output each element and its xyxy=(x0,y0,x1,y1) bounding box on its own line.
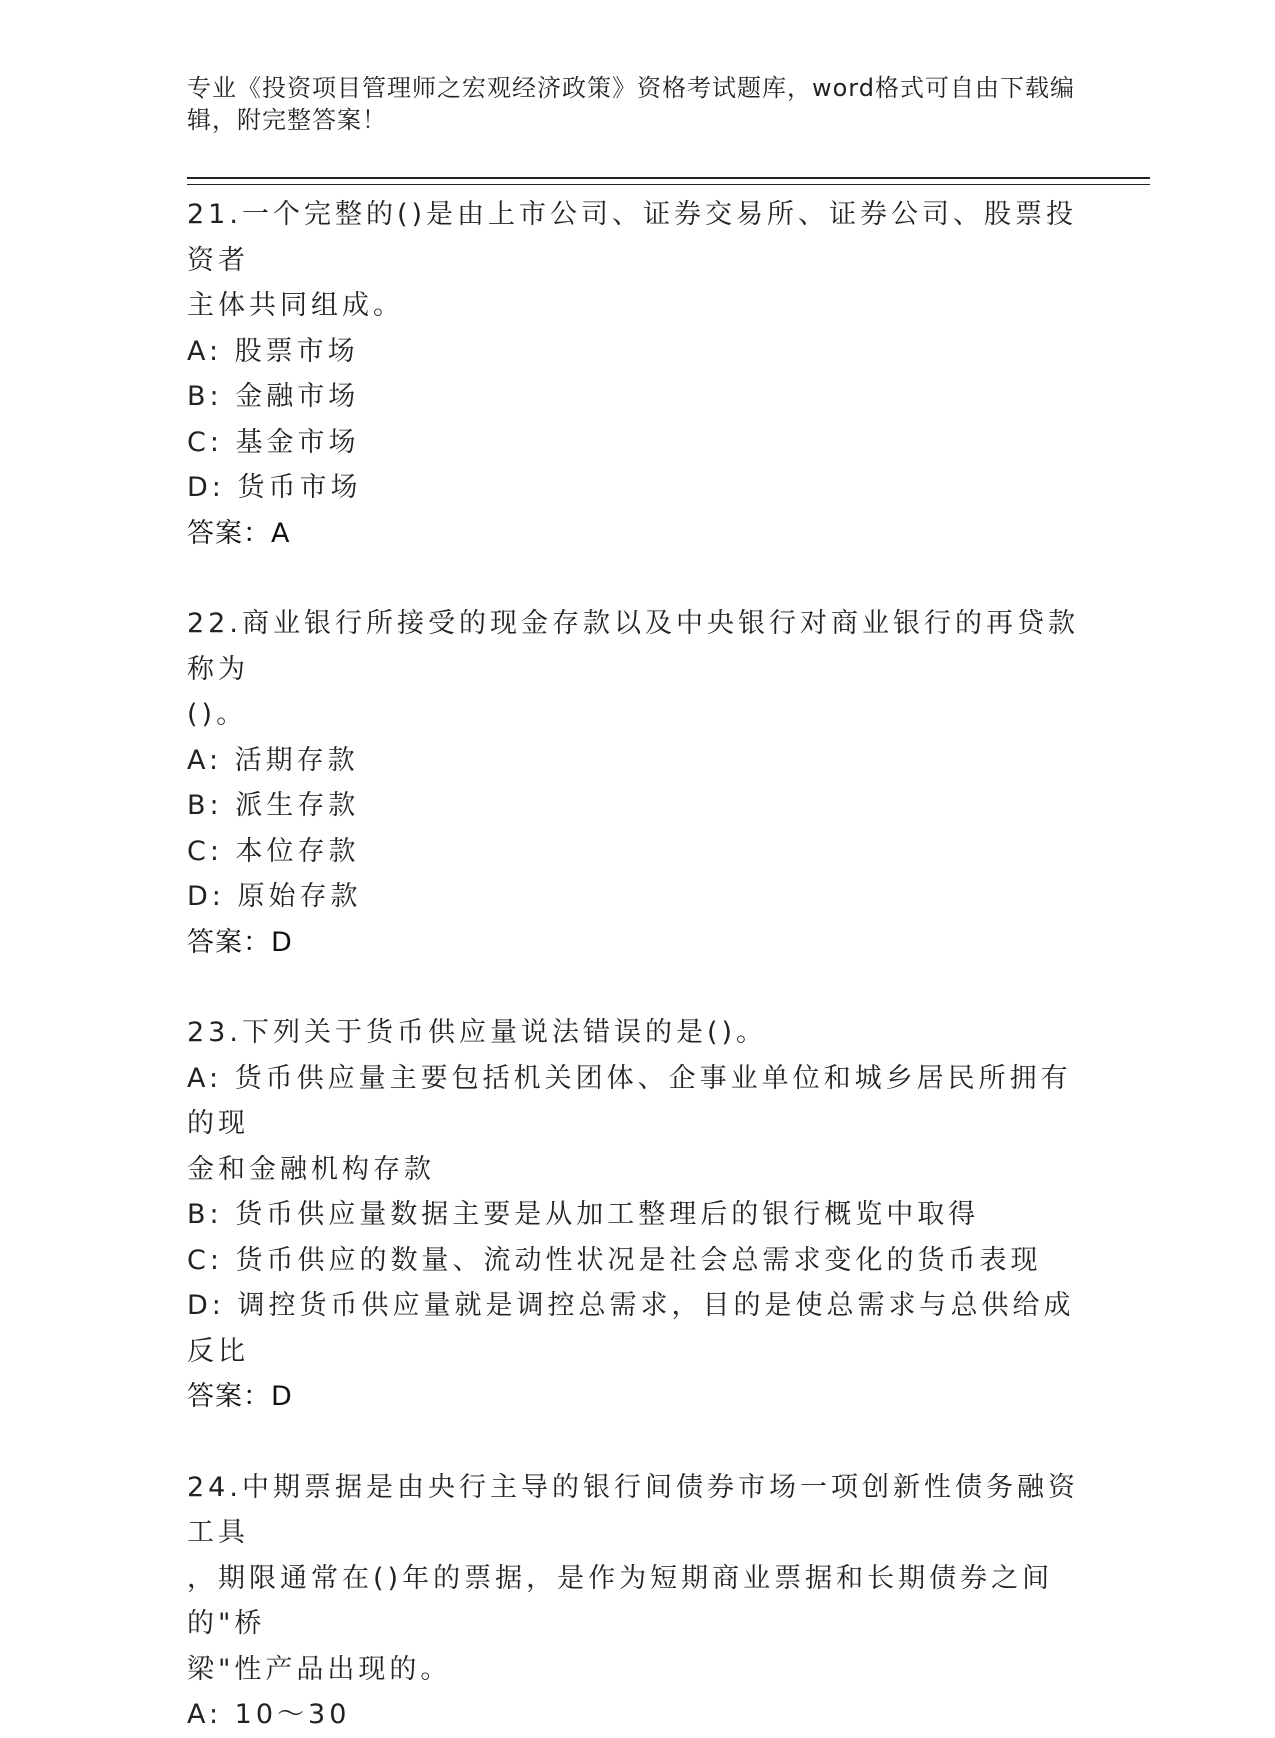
question-stem-line: 梁"性产品出现的。 xyxy=(187,1653,452,1685)
answer-option: D: 调控货币供应量就是调控总需求，目的是使总需求与总供给成反比 xyxy=(187,1290,1075,1367)
question-stem-line: 23.下列关于货币供应量说法错误的是()。 xyxy=(187,1017,768,1048)
document-header xyxy=(187,72,1077,136)
header-divider-thick xyxy=(187,177,1150,179)
answer-option: A: 10～30 xyxy=(187,1699,351,1730)
question-block xyxy=(187,601,1087,965)
question-stem-line: 22.商业银行所接受的现金存款以及中央银行对商业银行的再贷款称为 xyxy=(187,608,1079,685)
answer-option: C: 本位存款 xyxy=(187,835,360,867)
answer-option: B: 货币供应量数据主要是从加工整理后的银行概览中取得 xyxy=(187,1199,980,1230)
header-divider-thin xyxy=(187,184,1150,185)
answer-option: D: 原始存款 xyxy=(187,881,362,912)
answer-option: B: 金融市场 xyxy=(187,381,360,412)
question-stem-line: ，期限通常在()年的票据，是作为短期商业票据和长期债券之间的"桥 xyxy=(187,1562,1054,1639)
answer-option: A: 股票市场 xyxy=(187,335,359,367)
question-spacer xyxy=(187,1420,1087,1465)
question-block xyxy=(187,1465,1087,1738)
question-stem-line: 主体共同组成。 xyxy=(187,290,404,321)
answer-option: A: 活期存款 xyxy=(187,744,359,776)
question-spacer xyxy=(187,965,1087,1010)
question-list xyxy=(187,192,1087,1738)
answer-option: B: 派生存款 xyxy=(187,790,360,821)
question-stem-line: ()。 xyxy=(187,699,248,730)
answer-option: 金和金融机构存款 xyxy=(187,1153,435,1185)
question-block xyxy=(187,1010,1087,1420)
answer-option: C: 基金市场 xyxy=(187,426,360,458)
answer-option: D: 货币市场 xyxy=(187,472,362,503)
answer-key: 答案：A xyxy=(187,517,291,549)
answer-key: 答案：D xyxy=(187,926,293,958)
question-stem-line: 24.中期票据是由央行主导的银行间债券市场一项创新性债务融资工具 xyxy=(187,1471,1079,1548)
answer-option: C: 货币供应的数量、流动性状况是社会总需求变化的货币表现 xyxy=(187,1244,1042,1276)
question-block xyxy=(187,192,1087,556)
question-stem-line: 21.一个完整的()是由上市公司、证券交易所、证券公司、股票投资者 xyxy=(187,199,1078,276)
answer-option: A: 货币供应量主要包括机关团体、企事业单位和城乡居民所拥有的现 xyxy=(187,1062,1072,1139)
header-line-2: 辑，附完整答案！ xyxy=(187,106,387,134)
question-spacer xyxy=(187,556,1087,601)
answer-key: 答案：D xyxy=(187,1381,293,1412)
header-line-1: 专业《投资项目管理师之宏观经济政策》资格考试题库，word格式可自由下载编 xyxy=(187,74,1075,102)
